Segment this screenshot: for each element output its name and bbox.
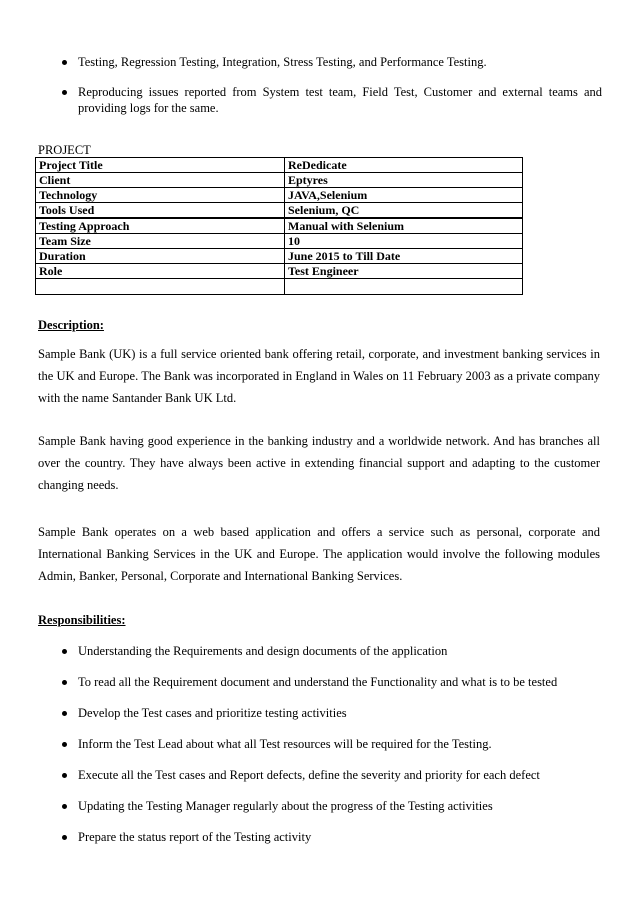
table-key-cell: Team Size [36,234,285,249]
description-heading: Description: [38,318,104,332]
description-paragraph: Sample Bank having good experience in the banking industry and a worldwide network. And has branches all over the country. They have always been active in extending financial support and adapting to the customer changing needs. [38,434,600,492]
list-item: Prepare the status report of the Testing activity [62,829,602,845]
list-item: Reproducing issues reported from System test team, Field Test, Customer and external teams and providing logs for the same. [62,84,602,116]
table-value-cell: June 2015 to Till Date [285,249,523,264]
list-item: Testing, Regression Testing, Integration, Stress Testing, and Performance Testing. [62,54,602,70]
table-key-cell: Client [36,173,285,188]
list-item: Updating the Testing Manager regularly about the progress of the Testing activities [62,798,602,814]
table-value-cell: Selenium, QC [285,203,523,219]
table-value-cell: ReDedicate [285,158,523,173]
responsibilities-list [62,643,602,860]
table-row [36,188,523,203]
table-key-cell: Project Title [36,158,285,173]
list-item: To read all the Requirement document and understand the Functionality and what is to be tested [62,674,602,690]
table-key-cell: Technology [36,188,285,203]
project-label: PROJECT [38,143,91,157]
table-row [36,264,523,279]
table-row [36,173,523,188]
table-row-empty [36,279,523,295]
project-table [35,157,523,295]
table-row [36,249,523,264]
table-row [36,203,523,219]
table-value-cell: Eptyres [285,173,523,188]
list-item: Execute all the Test cases and Report defects, define the severity and priority for each defect [62,767,602,783]
table-value-cell: Test Engineer [285,264,523,279]
responsibilities-heading: Responsibilities: [38,613,126,627]
table-value-cell: Manual with Selenium [285,218,523,234]
table-key-cell: Tools Used [36,203,285,219]
table-value-cell: 10 [285,234,523,249]
table-key-cell: Testing Approach [36,218,285,234]
table-value-cell [285,279,523,295]
table-key-cell [36,279,285,295]
table-key-cell: Role [36,264,285,279]
top-bullet-list [62,54,602,130]
table-row [36,218,523,234]
table-row [36,158,523,173]
table-row [36,234,523,249]
description-paragraph: Sample Bank operates on a web based application and offers a service such as personal, corporate and International Banking Services in the UK and Europe. The application would involve the following modules Admin, Banker, Personal, Corporate and International Banking Services. [38,525,600,583]
list-item: Develop the Test cases and prioritize testing activities [62,705,602,721]
table-value-cell: JAVA,Selenium [285,188,523,203]
list-item: Understanding the Requirements and design documents of the application [62,643,602,659]
description-paragraph: Sample Bank (UK) is a full service oriented bank offering retail, corporate, and investment banking services in the UK and Europe. The Bank was incorporated in England in Wales on 11 February 2003 as a private company with the name Santander Bank UK Ltd. [38,347,600,405]
list-item: Inform the Test Lead about what all Test resources will be required for the Testing. [62,736,602,752]
table-key-cell: Duration [36,249,285,264]
